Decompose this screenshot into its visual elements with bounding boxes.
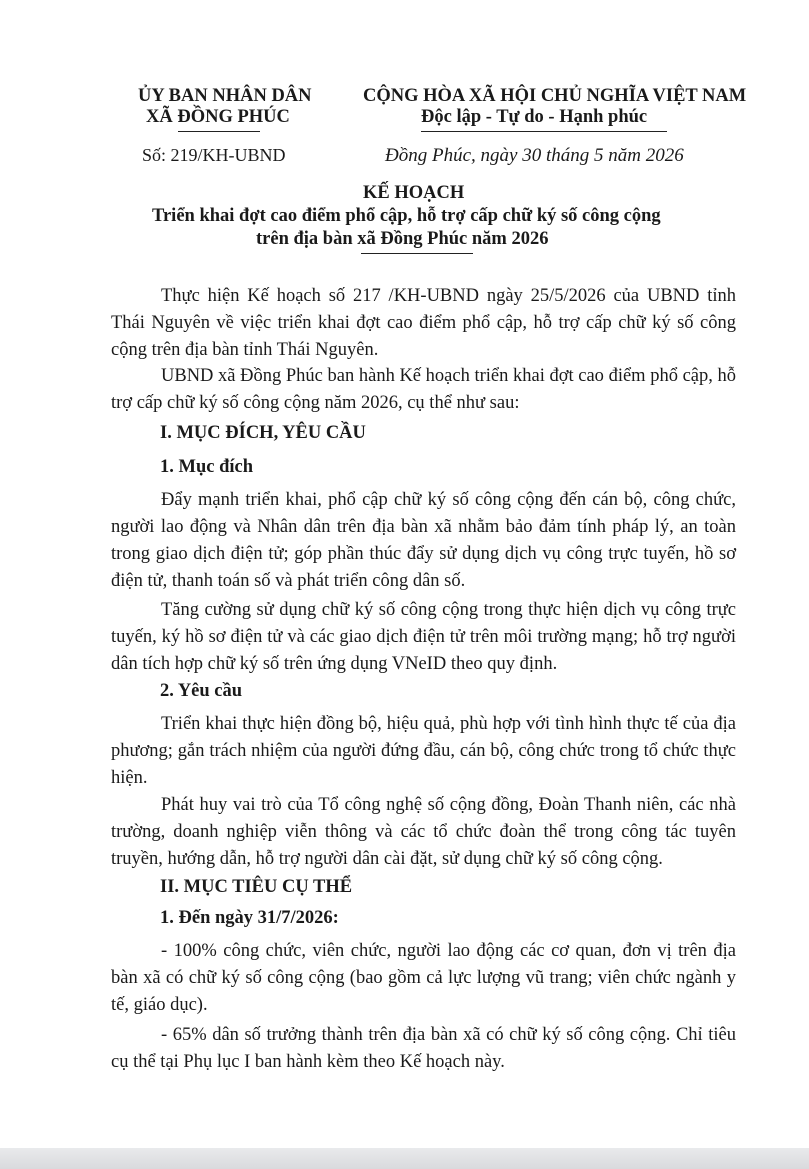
issue-date: Đồng Phúc, ngày 30 tháng 5 năm 2026 [385, 145, 684, 166]
section-heading-1: I. MỤC ĐÍCH, YÊU CẦU [160, 423, 366, 443]
document-title: KẾ HOẠCH [363, 183, 465, 203]
document-subtitle-1: Triển khai đợt cao điểm phổ cập, hỗ trợ cấp chữ ký số công cộng [152, 206, 661, 226]
requirements-paragraph-1: Triển khai thực hiện đồng bộ, hiệu quả, phù hợp với tình hình thực tế của địa phương; gắn trách nhiệm của người đứng đầu, cán bộ, công chức trong tổ chức thực hiện. [111, 714, 736, 788]
document-number: Số: 219/KH-UBND [142, 145, 286, 165]
right-underline [421, 131, 667, 132]
page-bottom-edge [0, 1148, 809, 1169]
commune-name: XÃ ĐỒNG PHÚC [146, 107, 290, 127]
nation-name: CỘNG HÒA XÃ HỘI CHỦ NGHĨA VIỆT NAM [363, 86, 747, 106]
purpose-paragraph-1: Đẩy mạnh triển khai, phổ cập chữ ký số công cộng đến cán bộ, công chức, người lao động và Nhân dân trên địa bàn xã nhằm bảo đảm tính pháp lý, an toàn trong giao dịch điện tử; góp phần thúc đẩy sử dụng dịch vụ công trực tuyến, hồ sơ điện tử, thanh toán số và phát triển công dân số. [111, 490, 736, 591]
title-underline [361, 253, 473, 254]
purpose-paragraph-2: Tăng cường sử dụng chữ ký số công cộng trong thực hiện dịch vụ công trực tuyến, ký hồ sơ điện tử và các giao dịch điện tử trên môi trường mạng; hỗ trợ người dân tích hợp chữ ký số trên ứng dụng VNeID theo quy định. [111, 600, 736, 674]
intro-paragraph-2: UBND xã Đồng Phúc ban hành Kế hoạch triển khai đợt cao điểm phổ cập, hỗ trợ cấp chữ ký số công cộng năm 2026, cụ thể như sau: [111, 366, 736, 413]
subheading-deadline: 1. Đến ngày 31/7/2026: [160, 908, 339, 928]
subheading-purpose: 1. Mục đích [160, 457, 254, 477]
agency-name: ỦY BAN NHÂN DÂN [138, 86, 312, 106]
left-underline [178, 131, 260, 132]
requirements-paragraph-2: Phát huy vai trò của Tổ công nghệ số cộng đồng, Đoàn Thanh niên, các nhà trường, doanh nghiệp viễn thông và các tổ chức đoàn thể trong công tác tuyên truyền, hướng dẫn, hỗ trợ người dân cài đặt, sử dụng chữ ký số công cộng. [111, 795, 736, 869]
target-paragraph-1: - 100% công chức, viên chức, người lao động các cơ quan, đơn vị trên địa bàn xã có chữ ký số công cộng (bao gồm cả lực lượng vũ trang; viên chức ngành y tế, giáo dục). [111, 941, 736, 1015]
target-paragraph-2: - 65% dân số trưởng thành trên địa bàn xã có chữ ký số công cộng. Chỉ tiêu cụ thể tại Phụ lục I ban hành kèm theo Kế hoạch này. [111, 1025, 736, 1072]
motto: Độc lập - Tự do - Hạnh phúc [421, 107, 648, 127]
subheading-requirements: 2. Yêu cầu [160, 681, 243, 701]
intro-paragraph-1: Thực hiện Kế hoạch số 217 /KH-UBND ngày 25/5/2026 của UBND tỉnh Thái Nguyên về việc triển khai đợt cao điểm phổ cập, hỗ trợ cấp chữ ký số công cộng trên địa bàn tỉnh Thái Nguyên. [111, 286, 736, 360]
document-subtitle-2: trên địa bàn xã Đồng Phúc năm 2026 [256, 229, 549, 249]
section-heading-2: II. MỤC TIÊU CỤ THỂ [160, 877, 353, 897]
